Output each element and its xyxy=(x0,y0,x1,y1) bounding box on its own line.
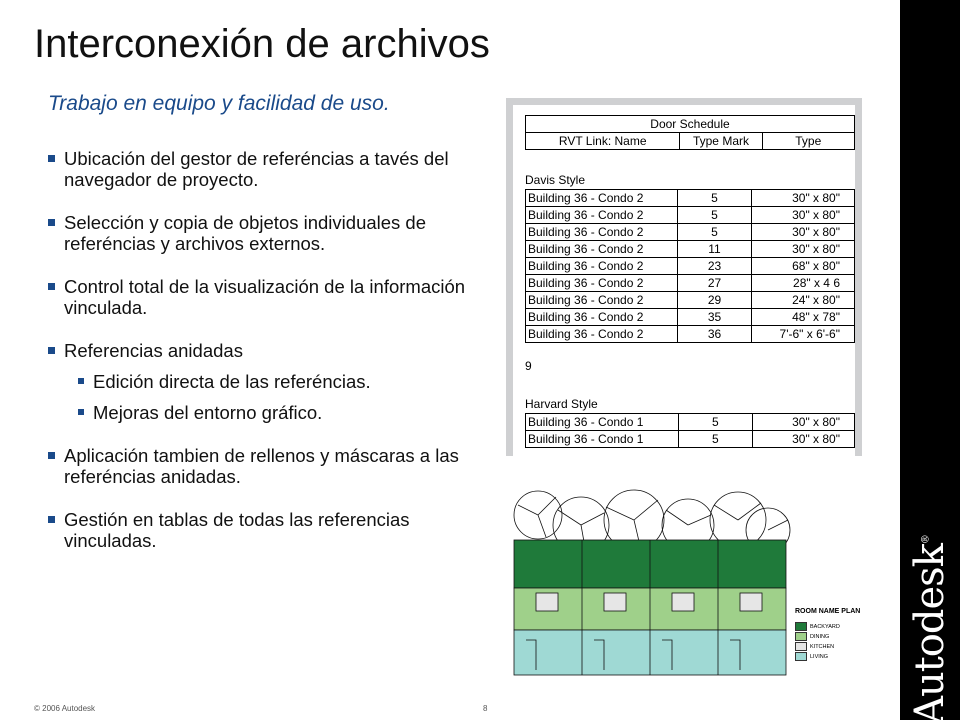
table-row xyxy=(526,326,855,343)
table-cell: 48" x 78" xyxy=(752,309,855,326)
legend-item: KITCHEN xyxy=(795,642,834,651)
autodesk-logo: Autodesk® xyxy=(907,535,953,725)
sub-bullet-item: Mejoras del entorno gráfico. xyxy=(44,402,474,423)
table-cell: 30" x 80" xyxy=(752,190,855,207)
table-cell: Building 36 - Condo 2 xyxy=(526,224,678,241)
group-label: Harvard Style xyxy=(525,397,598,411)
legend-swatch xyxy=(795,622,807,631)
bullet-item: Selección y copia de objetos individuales de referéncias y archivos externos. xyxy=(44,212,474,254)
legend-swatch xyxy=(795,642,807,651)
col-header: Type xyxy=(762,133,854,150)
table-row xyxy=(526,275,855,292)
door-schedule-image xyxy=(513,105,855,456)
table-row xyxy=(526,241,855,258)
slide-subtitle: Trabajo en equipo y facilidad de uso. xyxy=(48,92,390,115)
col-header: Type Mark xyxy=(680,133,762,150)
legend-swatch xyxy=(795,632,807,641)
bullet-item: Ubicación del gestor de referéncias a tavés del navegador de proyecto. xyxy=(44,148,474,190)
table-cell: Building 36 - Condo 1 xyxy=(526,414,679,431)
schedule-table-harvard xyxy=(525,413,855,448)
table-row xyxy=(526,258,855,275)
table-cell: 68" x 80" xyxy=(752,258,855,275)
bullet-list xyxy=(44,148,474,551)
table-row xyxy=(526,414,855,431)
table-cell: Building 36 - Condo 2 xyxy=(526,258,678,275)
page-number: 8 xyxy=(483,704,488,713)
table-cell: 30" x 80" xyxy=(753,414,855,431)
table-row xyxy=(526,190,855,207)
footer-copyright: © 2006 Autodesk xyxy=(34,704,96,713)
table-cell: 24" x 80" xyxy=(752,292,855,309)
schedule-title: Door Schedule xyxy=(526,116,855,133)
sub-bullet-item: Edición directa de las referéncias. xyxy=(44,371,474,392)
table-cell: 11 xyxy=(677,241,751,258)
table-cell: 30" x 80" xyxy=(752,224,855,241)
table-cell: Building 36 - Condo 2 xyxy=(526,275,678,292)
legend-item: DINING xyxy=(795,632,829,641)
table-row xyxy=(526,309,855,326)
bullet-item: Control total de la visualización de la información vinculada. xyxy=(44,276,474,318)
table-cell: 35 xyxy=(677,309,751,326)
table-cell: Building 36 - Condo 2 xyxy=(526,241,678,258)
bullet-item: Referencias anidadas xyxy=(44,340,474,361)
table-cell: 5 xyxy=(678,414,752,431)
table-cell: 28" x 4 6 xyxy=(752,275,855,292)
table-cell: Building 36 - Condo 2 xyxy=(526,326,678,343)
table-cell: 7'-6" x 6'-6" xyxy=(752,326,855,343)
table-cell: 36 xyxy=(677,326,751,343)
table-cell: 5 xyxy=(677,207,751,224)
table-cell: Building 36 - Condo 2 xyxy=(526,292,678,309)
table-cell: 5 xyxy=(677,190,751,207)
legend-swatch xyxy=(795,652,807,661)
table-cell: Building 36 - Condo 1 xyxy=(526,431,679,448)
table-cell: 5 xyxy=(678,431,752,448)
legend-item: BACKYARD xyxy=(795,622,840,631)
table-cell: 29 xyxy=(677,292,751,309)
table-row xyxy=(526,431,855,448)
table-row xyxy=(526,292,855,309)
table-row xyxy=(526,207,855,224)
group-count: 9 xyxy=(525,359,532,373)
table-cell: Building 36 - Condo 2 xyxy=(526,190,678,207)
table-row xyxy=(526,224,855,241)
table-cell: 23 xyxy=(677,258,751,275)
bullet-item: Gestión en tablas de todas las referencias vinculadas. xyxy=(44,509,474,551)
col-header: RVT Link: Name xyxy=(526,133,680,150)
bullet-item: Aplicación tambien de rellenos y máscaras a las referéncias anidadas. xyxy=(44,445,474,487)
legend-item: LIVING xyxy=(795,652,828,661)
table-cell: 30" x 80" xyxy=(752,241,855,258)
table-cell: Building 36 - Condo 2 xyxy=(526,207,678,224)
floor-plan-image xyxy=(506,475,901,685)
table-cell: Building 36 - Condo 2 xyxy=(526,309,678,326)
table-cell: 5 xyxy=(677,224,751,241)
schedule-table-davis xyxy=(525,189,855,343)
table-cell: 27 xyxy=(677,275,751,292)
legend-title: ROOM NAME PLAN xyxy=(795,608,861,615)
table-cell: 30" x 80" xyxy=(753,431,855,448)
group-label: Davis Style xyxy=(525,173,586,187)
slide-title: Interconexión de archivos xyxy=(34,22,490,66)
table-cell: 30" x 80" xyxy=(752,207,855,224)
schedule-header-table xyxy=(525,115,855,150)
